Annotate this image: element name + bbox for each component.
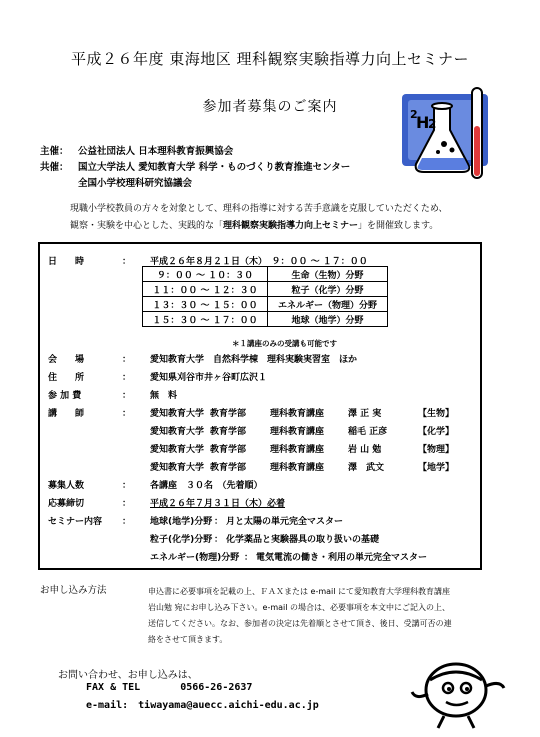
email-label: e-mail: <box>86 700 129 711</box>
fax-number: 0566-26-2637 <box>180 682 253 693</box>
cartoon-character-icon <box>408 650 508 730</box>
fax-label: FAX & TEL <box>86 682 141 693</box>
capacity-value: 各講座 ３０名 （先着順） <box>150 481 263 491</box>
intro-line-2: 観察・実験を中心とした、実践的な「理科観察実験指導力向上セミナー」を開催致します。 <box>70 221 439 231</box>
svg-text:H: H <box>416 113 430 132</box>
cohost-label: 共催： <box>40 162 69 173</box>
address-value: 愛知県刈谷市井ヶ谷町広沢１ <box>150 373 268 383</box>
svg-text:2: 2 <box>428 117 437 131</box>
table-row: １５：３０ ～ １７：００ 地球（地学）分野 <box>143 312 388 327</box>
list-item: 粒子(化学)分野 ： 化学薬品と実験器具の取り扱いの基礎 <box>150 535 380 545</box>
email-address[interactable]: tiwayama@auecc.aichi-edu.ac.jp <box>138 700 319 711</box>
host-label: 主催： <box>40 146 69 157</box>
cohost-line <box>40 159 350 173</box>
date-value: 平成２６年８月２１日（木） ９：００ ～ １７：００ <box>150 257 368 267</box>
page-title: 平成２６年度 東海地区 理科観察実験指導力向上セミナー <box>70 50 470 68</box>
email-line <box>86 700 319 711</box>
host-line <box>40 143 233 157</box>
list-item: 愛知教育大学 教育学部 理科教育講座 岩 山 勉 【物理】 <box>150 445 455 455</box>
contact-heading: お問い合わせ、お申し込みは、 <box>58 670 198 681</box>
apply-text: 申込書に必要事項を記載の上、ＦＡＸまたは e-mail にて愛知教育大学理科教育講座 岩山勉 宛にお申し込み下さい。e-mail の場合は、必要事項を本文中にご記入の上、 送信してください。なお、参加者の決定は先着順とさせて頂き、後日、受講可否の連 絡をさせて頂きます。 <box>148 587 452 644</box>
table-row: １３：３０ ～ １５：００ エネルギー（物理）分野 <box>143 297 388 312</box>
schedule-note: ＊１講座のみの受講も可能です <box>232 339 337 348</box>
list-item: 地球(地学)分野 ： 月と太陽の単元完全マスター <box>150 517 344 527</box>
deadline-value: 平成２６年７月３１日（木）必着 <box>150 499 286 509</box>
intro-line-1: 現職小学校教員の方々を対象として、理科の指導に対する苦手意識を克服していただくため、 <box>70 204 448 214</box>
list-item: エネルギー(物理)分野 ： 電気電流の働き・利用の単元完全マスター <box>150 553 428 563</box>
science-lab-flask-icon <box>398 86 508 186</box>
venue-value: 愛知教育大学 自然科学棟 理科実験実習室 ほか <box>150 355 358 365</box>
date-label: 日 時 <box>48 257 85 267</box>
table-row: ９：００ ～ １０：３０ 生命（生物）分野 <box>143 267 388 282</box>
list-item: 愛知教育大学 教育学部 理科教育講座 稲毛 正彦 【化学】 <box>150 427 455 437</box>
list-item: 愛知教育大学 教育学部 理科教育講座 澤 武文 【地学】 <box>150 463 455 473</box>
fee-value: 無 料 <box>150 391 178 401</box>
table-row: １１：００ ～ １２：３０ 粒子（化学）分野 <box>143 282 388 297</box>
fax-line <box>86 682 252 693</box>
cohost-name-1: 国立大学法人 愛知教育大学 科学・ものづくり教育推進センター <box>78 162 351 173</box>
apply-heading: お申し込み方法 <box>40 585 107 596</box>
schedule-table <box>142 266 388 327</box>
page-subtitle: 参加者募集のご案内 <box>202 99 338 115</box>
host-name: 公益社団法人 日本理科教育振興協会 <box>78 146 234 157</box>
cohost-name-2: 全国小学校理科研究協議会 <box>78 178 193 189</box>
list-item: 愛知教育大学 教育学部 理科教育講座 澤 正 実 【生物】 <box>150 409 455 419</box>
intro-text <box>70 201 500 235</box>
seminar-name: 理科観察実験指導力向上セミナー <box>223 221 359 231</box>
svg-text:2: 2 <box>410 108 418 121</box>
